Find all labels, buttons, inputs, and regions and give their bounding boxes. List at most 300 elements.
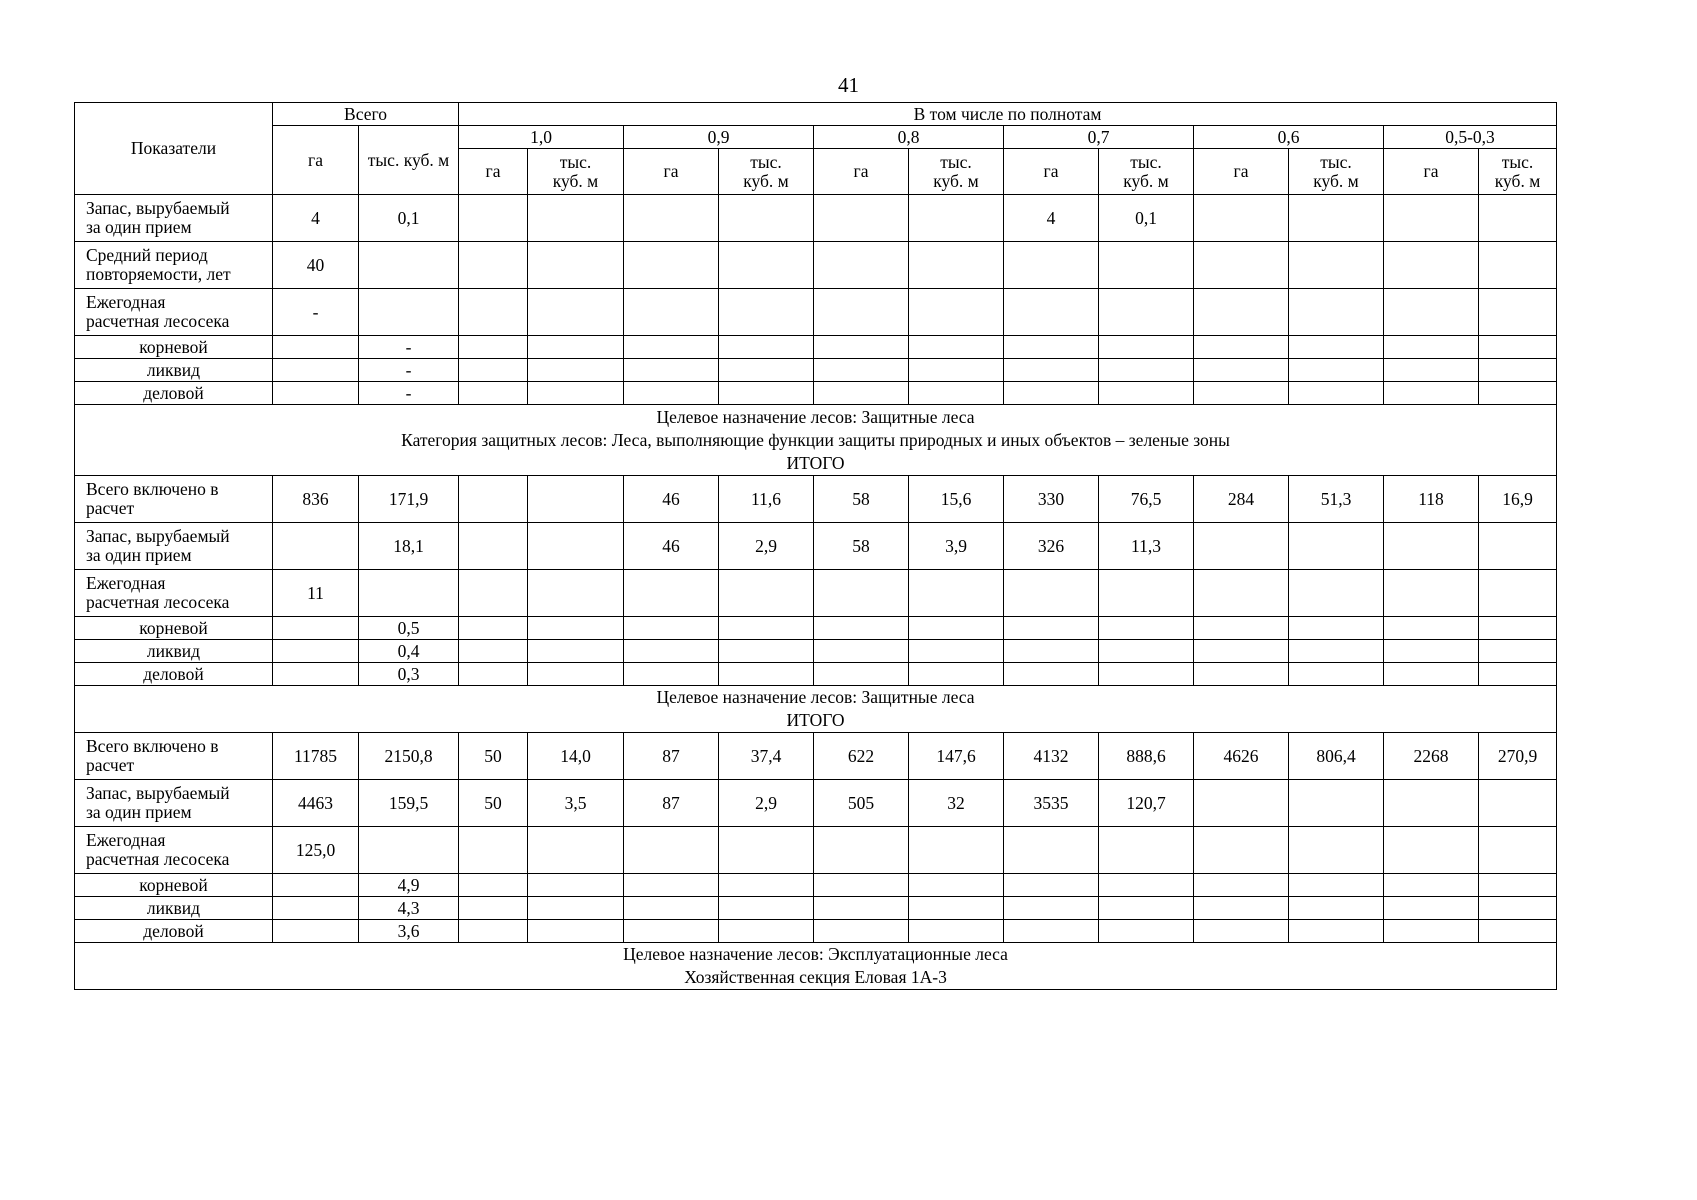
table-cell: 3,6 [359,920,459,943]
row-label-line2: расчетная лесосека [86,311,230,331]
table-cell [1289,242,1384,289]
table-cell [624,920,719,943]
table-row [75,523,1557,570]
table-cell [1194,874,1289,897]
table-cell [624,359,719,382]
table-cell [624,195,719,242]
table-cell: 15,6 [909,476,1004,523]
header-sub-ha: га [1004,149,1099,195]
row-label-line1: Запас, вырубаемый [86,526,230,546]
table-cell [909,920,1004,943]
table-cell [1194,523,1289,570]
table-cell: 2,9 [719,780,814,827]
table-cell [1384,827,1479,874]
table-cell: 120,7 [1099,780,1194,827]
table-cell [1099,336,1194,359]
table-cell [1384,289,1479,336]
table-cell [1479,382,1557,405]
row-label: ликвид [75,359,273,382]
table-cell [1479,523,1557,570]
table-cell [719,336,814,359]
table-cell: 37,4 [719,733,814,780]
table-cell [909,640,1004,663]
table-cell [1479,640,1557,663]
row-label-line2: расчет [86,498,135,518]
table-cell [459,663,528,686]
table-cell [1384,780,1479,827]
header-group-0-7: 0,7 [1004,126,1194,149]
header-sub-thou-m3-line1: тыс. [750,151,782,172]
table-cell [1384,640,1479,663]
table-cell [1194,195,1289,242]
table-cell [459,897,528,920]
table-cell [1384,382,1479,405]
table-cell: 76,5 [1099,476,1194,523]
table-cell [528,640,624,663]
header-group-1-0: 1,0 [459,126,624,149]
table-cell [1289,523,1384,570]
table-cell: 4 [1004,195,1099,242]
header-sub-thou-m3 [1099,149,1194,195]
header-sub-ha: га [1194,149,1289,195]
row-label-line1: Запас, вырубаемый [86,783,230,803]
table-cell [719,897,814,920]
table-cell: 58 [814,476,909,523]
table-cell [1194,920,1289,943]
row-label-line1: Ежегодная [86,292,166,312]
table-cell: 0,1 [1099,195,1194,242]
table-cell [1479,827,1557,874]
table-cell: 4 [273,195,359,242]
table-cell [1004,289,1099,336]
row-label-line2: за один прием [86,545,192,565]
table-cell [1194,780,1289,827]
table-cell: 159,5 [359,780,459,827]
table-row [75,359,1557,382]
table-cell [814,874,909,897]
forest-harvest-table [74,102,1557,990]
header-sub-thou-m3-line2: куб. м [552,170,599,191]
table-cell: 0,5 [359,617,459,640]
table-cell [459,289,528,336]
table-cell [1479,289,1557,336]
row-label [75,476,273,523]
table-cell [1479,780,1557,827]
table-cell [624,382,719,405]
table-cell [1099,382,1194,405]
table-cell [459,640,528,663]
table-cell [1384,570,1479,617]
table-cell: - [359,336,459,359]
table-cell [1289,874,1384,897]
header-sub-thou-m3-line1: тыс. [559,151,592,172]
table-cell [814,663,909,686]
table-cell [1289,897,1384,920]
table-cell: 2150,8 [359,733,459,780]
section-heading-line: ИТОГО [786,452,845,473]
table-cell: 888,6 [1099,733,1194,780]
table-cell [1004,874,1099,897]
table-cell: 118 [1384,476,1479,523]
table-row [75,476,1557,523]
header-row-1 [75,103,1557,126]
table-cell: - [359,382,459,405]
table-cell [1099,359,1194,382]
table-cell [814,920,909,943]
table-row [75,874,1557,897]
table-cell [814,570,909,617]
row-label-line1: Запас, вырубаемый [86,198,230,218]
table-cell [909,874,1004,897]
row-label-line1: Ежегодная [86,573,166,593]
page-number: 41 [838,73,859,97]
table-cell: 330 [1004,476,1099,523]
table-cell: 87 [624,733,719,780]
table-cell [528,382,624,405]
table-cell [273,920,359,943]
table-cell [1099,920,1194,943]
table-cell: 0,3 [359,663,459,686]
table-cell [719,570,814,617]
table-cell [528,920,624,943]
table-cell: 4463 [273,780,359,827]
header-row-2 [75,126,1557,149]
row-label: деловой [75,382,273,405]
row-label-line1: Всего включено в [86,479,219,499]
row-label-line1: Всего включено в [86,736,219,756]
table-cell [624,617,719,640]
table-cell [1289,663,1384,686]
table-cell: 806,4 [1289,733,1384,780]
table-cell [528,570,624,617]
row-label [75,195,273,242]
table-cell [1384,663,1479,686]
table-cell [1289,827,1384,874]
table-cell [1479,617,1557,640]
section-heading-line: ИТОГО [786,710,845,730]
header-sub-thou-m3-line2: куб. м [933,170,979,191]
section-heading-line: Целевое назначение лесов: Защитные леса [656,687,975,707]
table-cell [273,874,359,897]
table-cell: 50 [459,733,528,780]
table-cell [909,195,1004,242]
row-label [75,570,273,617]
table-cell [624,336,719,359]
table-cell [1384,897,1479,920]
table-cell [1479,359,1557,382]
table-cell [624,289,719,336]
table-cell [814,195,909,242]
table-cell [719,382,814,405]
section-heading [75,405,1557,476]
table-cell [1289,640,1384,663]
table-cell [1099,289,1194,336]
table-cell [814,242,909,289]
table-cell [528,359,624,382]
section-exploitation-spruce [75,943,1557,990]
table-cell: 4626 [1194,733,1289,780]
table-cell: 46 [624,523,719,570]
table-cell [719,663,814,686]
header-sub-ha: га [814,149,909,195]
table-cell [359,570,459,617]
section-protective-total [75,686,1557,733]
table-cell: - [273,289,359,336]
table-cell [1099,663,1194,686]
table-cell [814,336,909,359]
table-cell [273,382,359,405]
table-cell [528,289,624,336]
row-label [75,780,273,827]
table-cell [909,242,1004,289]
table-cell [1289,359,1384,382]
table-cell [1099,897,1194,920]
table-cell [909,827,1004,874]
row-label: корневой [75,874,273,897]
table-cell [459,617,528,640]
table-cell [459,242,528,289]
table-cell [1289,382,1384,405]
table-cell [1099,570,1194,617]
table-cell [459,359,528,382]
row-label-line2: повторяемости, лет [86,264,231,284]
table-cell [1099,640,1194,663]
header-group-0-8: 0,8 [814,126,1004,149]
table-row [75,242,1557,289]
table-cell: 171,9 [359,476,459,523]
header-group-0-6: 0,6 [1194,126,1384,149]
table-cell [1289,920,1384,943]
section-heading-line: Целевое назначение лесов: Эксплуатационные леса [623,944,1008,964]
header-sub-thou-m3 [719,149,814,195]
table-cell [1004,336,1099,359]
table-cell: 622 [814,733,909,780]
table-cell [814,640,909,663]
table-cell [273,523,359,570]
table-cell [814,827,909,874]
table-cell: 46 [624,476,719,523]
table-cell: 836 [273,476,359,523]
row-label [75,289,273,336]
table-cell [1384,874,1479,897]
table-cell [1384,523,1479,570]
row-label-line2: расчетная лесосека [86,592,230,612]
table-cell: 2,9 [719,523,814,570]
table-cell: 16,9 [1479,476,1557,523]
table-cell: 270,9 [1479,733,1557,780]
section-heading-line: Хозяйственная секция Еловая 1А-3 [684,967,947,987]
table-cell [909,570,1004,617]
table-cell: 87 [624,780,719,827]
table-cell [814,359,909,382]
table-row [75,920,1557,943]
table-cell [624,827,719,874]
table-cell [719,195,814,242]
table-cell [1194,640,1289,663]
table-cell [624,640,719,663]
table-cell [1384,195,1479,242]
table-cell [624,897,719,920]
table-cell [528,336,624,359]
table-cell [1194,382,1289,405]
table-cell [624,663,719,686]
table-cell: 125,0 [273,827,359,874]
table-cell: 18,1 [359,523,459,570]
table-cell [528,523,624,570]
table-cell [1194,242,1289,289]
table-cell: 147,6 [909,733,1004,780]
table-cell [909,289,1004,336]
header-sub-thou-m3 [1289,149,1384,195]
header-sub-thou-m3 [909,149,1004,195]
table-cell [1194,827,1289,874]
row-label-line2: за один прием [86,802,192,822]
table-cell [624,242,719,289]
table-row [75,617,1557,640]
table-cell: 3,5 [528,780,624,827]
table-cell [1004,827,1099,874]
table-cell [1384,336,1479,359]
header-total-thou-m3: тыс. куб. м [359,126,459,195]
table-cell [359,242,459,289]
header-total-ha: га [273,126,359,195]
table-cell [273,640,359,663]
table-cell [719,242,814,289]
table-cell [909,359,1004,382]
table-cell [1289,336,1384,359]
table-cell [273,897,359,920]
section-heading-line: Целевое назначение лесов: Защитные леса [656,406,975,427]
row-label [75,827,273,874]
table-row [75,570,1557,617]
table-cell [1004,640,1099,663]
row-label-line1: Средний период [86,245,208,265]
table-row [75,663,1557,686]
row-label-line2: расчет [86,755,135,775]
table-cell [528,874,624,897]
table-cell [814,382,909,405]
table-cell [528,897,624,920]
table-cell: 0,1 [359,195,459,242]
table-cell [719,827,814,874]
table-cell: 284 [1194,476,1289,523]
table-cell [459,920,528,943]
table-cell [1289,617,1384,640]
table-cell [814,617,909,640]
table-cell [528,663,624,686]
table-cell [1004,617,1099,640]
table-cell: 4,9 [359,874,459,897]
header-sub-thou-m3-line2: куб. м [1494,170,1541,191]
table-cell: 11,3 [1099,523,1194,570]
header-sub-thou-m3-line1: тыс. [1320,151,1352,172]
table-cell: 51,3 [1289,476,1384,523]
table-cell [1479,920,1557,943]
table-cell [528,476,624,523]
table-cell [459,874,528,897]
table-cell [1289,289,1384,336]
table-cell [1099,827,1194,874]
header-indicators: Показатели [75,103,273,195]
header-sub-ha: га [1384,149,1479,195]
table-cell [624,874,719,897]
table-cell: - [359,359,459,382]
row-label-line2: расчетная лесосека [86,849,230,869]
table-cell [273,617,359,640]
table-cell [1479,195,1557,242]
table-cell [814,289,909,336]
table-cell [459,382,528,405]
table-cell [719,617,814,640]
table-cell: 0,4 [359,640,459,663]
table-cell [1004,663,1099,686]
table-cell [1004,242,1099,289]
table-row [75,336,1557,359]
table-cell [1479,897,1557,920]
header-sub-thou-m3 [528,149,624,195]
table-cell [1004,359,1099,382]
header-total: Всего [273,103,459,126]
table-cell [1289,780,1384,827]
table-cell [1384,242,1479,289]
table-row [75,827,1557,874]
table-cell [1289,570,1384,617]
table-cell [1479,336,1557,359]
header-sub-thou-m3-line2: куб. м [743,170,789,191]
table-cell [528,195,624,242]
table-cell: 2268 [1384,733,1479,780]
table-cell: 11,6 [719,476,814,523]
table-cell [273,663,359,686]
table-cell [719,874,814,897]
header-group-0-5-0-3: 0,5-0,3 [1384,126,1557,149]
table-cell [1194,617,1289,640]
table-cell [1099,617,1194,640]
header-group-0-9: 0,9 [624,126,814,149]
table-cell [1004,570,1099,617]
table-cell [1099,242,1194,289]
table-row [75,640,1557,663]
header-sub-ha: га [624,149,719,195]
table-cell: 3,9 [909,523,1004,570]
table-cell [719,359,814,382]
table-cell [719,289,814,336]
table-cell: 505 [814,780,909,827]
header-sub-thou-m3-line1: тыс. [940,151,972,172]
table-cell [909,336,1004,359]
table-cell [1004,382,1099,405]
table-cell [1384,359,1479,382]
row-label-line2: за один прием [86,217,192,237]
table-cell [1479,570,1557,617]
section-protective-green-zones [75,405,1557,476]
header-sub-ha: га [459,149,528,195]
row-label: деловой [75,920,273,943]
table-row [75,195,1557,242]
row-label: корневой [75,336,273,359]
table-cell [719,920,814,943]
row-label: ликвид [75,640,273,663]
table-cell: 326 [1004,523,1099,570]
header-including: В том числе по полнотам [459,103,1557,126]
table-cell: 4132 [1004,733,1099,780]
table-cell [909,382,1004,405]
table-cell: 50 [459,780,528,827]
table-cell [909,617,1004,640]
table-cell [528,617,624,640]
section-heading [75,943,1557,990]
table-cell [1479,242,1557,289]
